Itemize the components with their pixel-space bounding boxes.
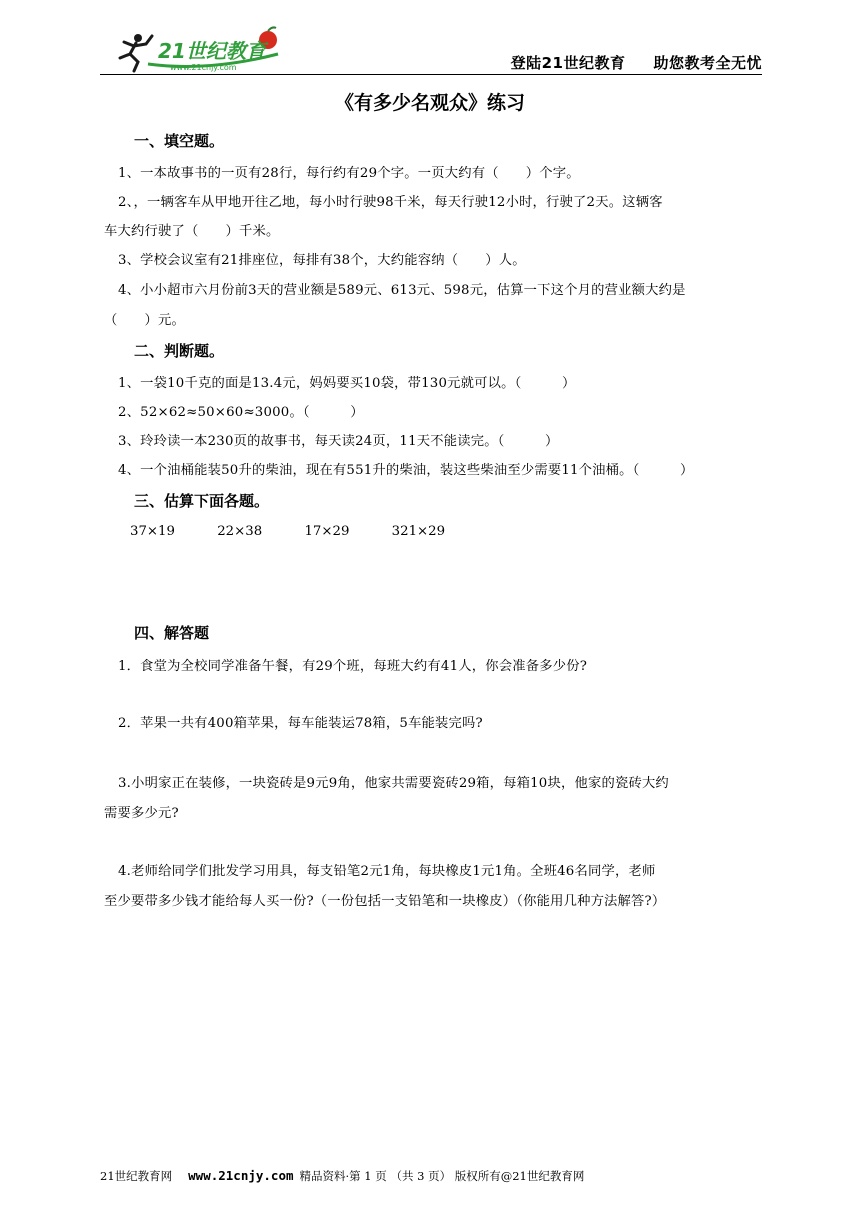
fill-question-3: 3、学校会议室有21排座位，每排有38个，大约能容纳（ ）人。: [118, 253, 526, 268]
solve-question-3-cont: 需要多少元?: [104, 806, 179, 821]
solve-question-4-cont: 至少要带多少钱才能给每人买一份?（一份包括一支铅笔和一块橡皮）（你能用几种方法解答?）: [104, 894, 666, 909]
section-heading-judge: 二、判断题。: [134, 342, 225, 360]
section-heading-estimate: 三、估算下面各题。: [134, 492, 270, 510]
solve-question-4: 4.老师给同学们批发学习用具，每支铅笔2元1角，每块橡皮1元1角。全班46名同学，老师: [118, 864, 656, 879]
site-logo: [108, 24, 288, 76]
estimate-item: 17×29: [304, 524, 350, 539]
slogan-left: 登陆21世纪教育: [510, 54, 626, 72]
header-divider: [100, 74, 762, 75]
judge-question-3: 3、玲玲读一本230页的故事书，每天读24页，11天不能读完。（ ）: [118, 434, 559, 449]
judge-question-4: 4、一个油桶能装50升的柴油，现在有551升的柴油，装这些柴油至少需要11个油桶。（ ）: [118, 463, 694, 478]
section-heading-fill: 一、填空题。: [134, 132, 225, 150]
fill-question-4: 4、小小超市六月份前3天的营业额是589元、613元、598元，估算一下这个月的营业额大约是: [118, 283, 686, 298]
footer-site: 21世纪教育网: [100, 1169, 173, 1183]
solve-question-2: 2．苹果一共有400箱苹果，每车能装运78箱，5车能装完吗?: [118, 716, 483, 731]
estimate-item: 321×29: [391, 524, 446, 539]
header-slogan: [511, 52, 762, 73]
page-footer: [100, 1168, 584, 1184]
fill-question-2-cont: 车大约行驶了（ ）千米。: [104, 224, 280, 239]
estimate-item: 37×19: [130, 524, 175, 539]
fill-question-2: 2、，一辆客车从甲地开往乙地，每小时行驶98千米，每天行驶12小时，行驶了2天。这辆客: [118, 195, 663, 210]
logo-url: www.21cnjy.com: [170, 63, 237, 72]
solve-question-3: 3.小明家正在装修，一块瓷砖是9元9角，他家共需要瓷砖29箱，每箱10块，他家的瓷砖大约: [118, 776, 669, 791]
solve-question-1: 1．食堂为全校同学准备午餐，有29个班，每班大约有41人，你会准备多少份?: [118, 659, 588, 674]
judge-question-2: 2、52×62≈50×60≈3000。（ ）: [118, 405, 364, 420]
judge-question-1: 1、一袋10千克的面是13.4元，妈妈要买10袋，带130元就可以。（ ）: [118, 376, 576, 391]
fill-question-1: 1、一本故事书的一页有28行，每行约有29个字。一页大约有（ ）个字。: [118, 166, 580, 181]
estimate-item: 22×38: [217, 524, 263, 539]
section-heading-solve: 四、解答题: [134, 624, 210, 642]
logo-graphic: [108, 24, 288, 76]
fill-question-4-cont: （ ）元。: [104, 313, 185, 328]
document-title: 《有多少名观众》练习: [334, 92, 525, 114]
logo-text: 21世纪教育: [158, 39, 266, 63]
footer-url[interactable]: www.21cnjy.com: [188, 1168, 294, 1183]
footer-info: 精品资料·第 1 页 （共 3 页） 版权所有@21世纪教育网: [299, 1169, 585, 1183]
slogan-right: 助您教考全无忧: [653, 54, 762, 72]
estimate-row: [130, 524, 483, 539]
